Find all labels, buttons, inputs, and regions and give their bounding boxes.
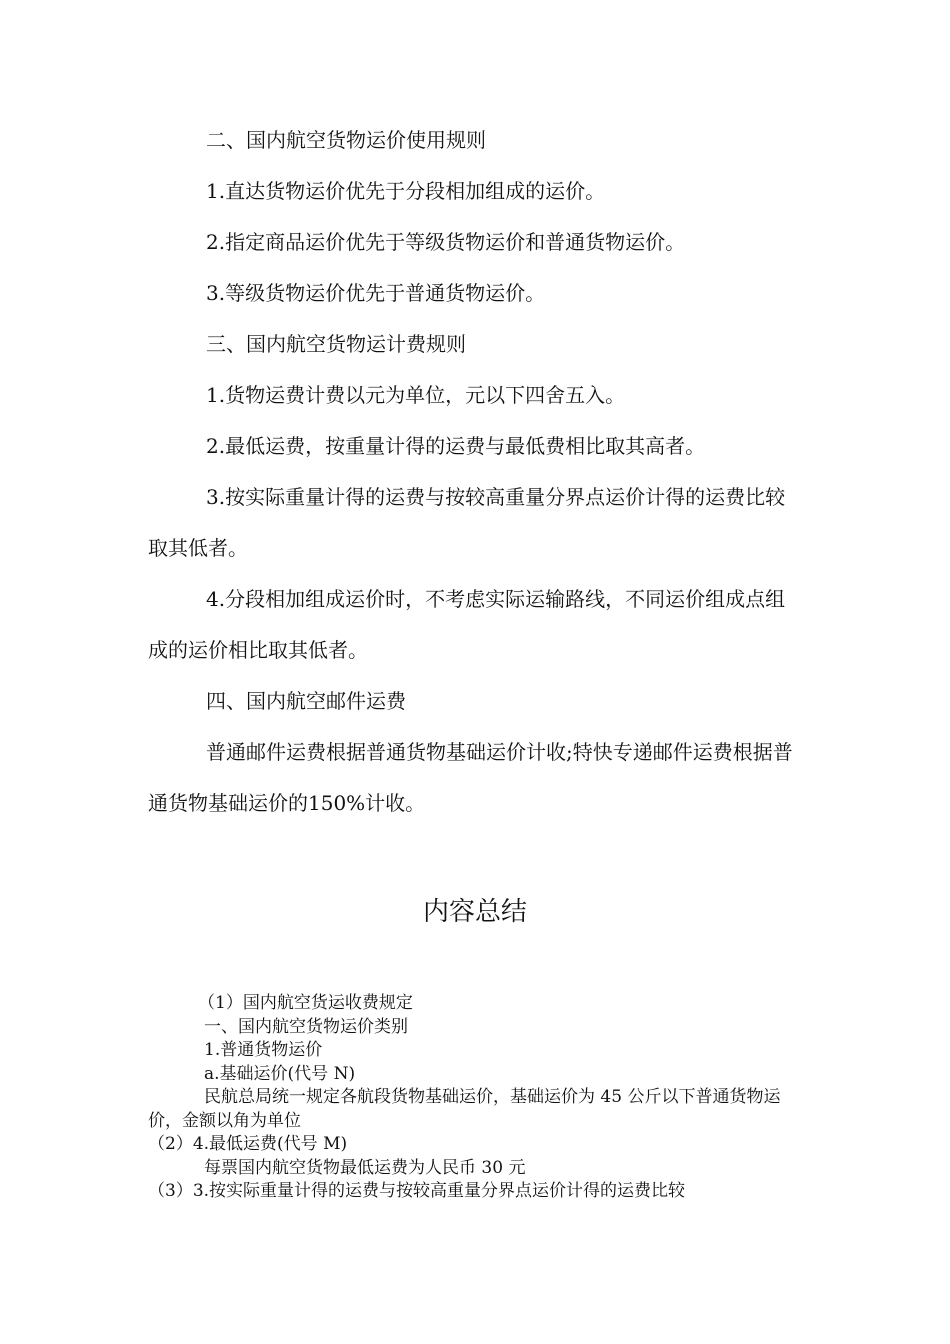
rule-item-2: 2.指定商品运价优先于等级货物运价和普通货物运价。 xyxy=(206,230,686,254)
summary-block xyxy=(148,992,808,1204)
summary-line: （1）国内航空货运收费规定 xyxy=(198,993,413,1013)
billing-item-3: 3.按实际重量计得的运费与按较高重量分界点运价计得的运费比较取其低者。 xyxy=(148,485,786,560)
summary-line: 1.普通货物运价 xyxy=(204,1040,323,1060)
section-heading-mail: 四、国内航空邮件运费 xyxy=(206,689,406,713)
billing-item-4: 4.分段相加组成运价时，不考虑实际运输路线，不同运价组成点组成的运价相比取其低者。 xyxy=(148,587,786,662)
summary-line: 民航总局统一规定各航段货物基础运价，基础运价为 45 公斤以下普通货物运价，金额以角为单位 xyxy=(148,1087,781,1131)
summary-line: 每票国内航空货物最低运费为人民币 30 元 xyxy=(204,1157,526,1178)
summary-line: 一、国内航空货物运价类别 xyxy=(204,1016,408,1037)
billing-item-2: 2.最低运费，按重量计得的运费与最低费相比取其高者。 xyxy=(206,434,706,458)
rule-item-3: 3.等级货物运价优先于普通货物运价。 xyxy=(206,281,546,305)
mail-fee-paragraph: 普通邮件运费根据普通货物基础运价计收;特快专递邮件运费根据普通货物基础运价的150%计收。 xyxy=(148,740,793,815)
summary-line: a.基础运价(代号 N) xyxy=(204,1063,356,1084)
summary-title: 内容总结 xyxy=(422,897,527,927)
main-body-text xyxy=(148,115,804,829)
rule-item-1: 1.直达货物运价优先于分段相加组成的运价。 xyxy=(206,179,606,203)
summary-line: （2）4.最低运费(代号 M) xyxy=(148,1134,348,1154)
billing-item-1: 1.货物运费计费以元为单位，元以下四舍五入。 xyxy=(206,383,626,407)
section-heading-billing: 三、国内航空货物运计费规则 xyxy=(206,332,466,356)
summary-line: （3）3.按实际重量计得的运费与按较高重量分界点运价计得的运费比较 xyxy=(148,1181,686,1201)
section-heading-rules: 二、国内航空货物运价使用规则 xyxy=(206,128,486,152)
